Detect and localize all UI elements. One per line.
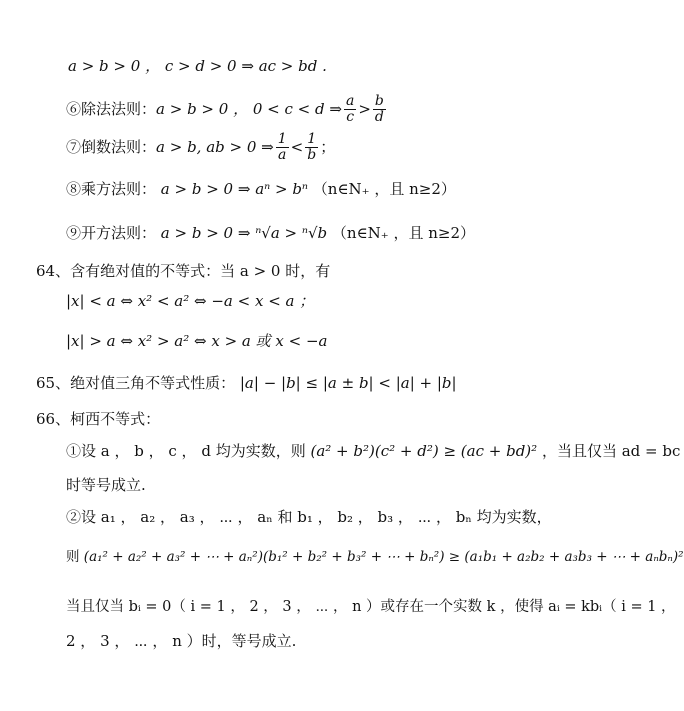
fraction-numerator: a [345,92,355,109]
cauchy-case-2-prefix: 则 [66,549,80,565]
section-65 [36,372,457,394]
root-rule-label: ⑨开方法则： [66,224,157,242]
reciprocal-rule-end: ； [320,138,336,156]
fraction-denominator: d [374,108,384,125]
cauchy-case-2-conclusion: 2 ， 3 ， ⋯ ， n ）时，等号成立. [66,632,297,650]
reciprocal-fraction-left [276,132,289,163]
section-64-case-less: |x| < a ⇔ x² < a² ⇔ −a < x < a ； [66,292,315,310]
power-rule-label: ⑧乘方法则： [66,180,157,198]
section-65-title: 65、绝对值三角不等式性质： [36,374,236,392]
division-fraction-right [373,94,386,125]
section-64-case-greater: |x| > a ⇔ x² > a² ⇔ x > a 或 x < −a [66,332,328,350]
power-rule-expression: a > b > 0 ⇒ aⁿ > bⁿ [160,180,309,198]
cauchy-case-1 [66,440,680,462]
cauchy-case-1-inequality: (a² + b²)(c² + d²) ≥ (ac + bd)² [310,442,538,460]
division-rule: ⑥除法法则： a > b > 0 ， 0 < c < d ⇒ $\frac{a}{c}$ > $\frac{b}{d}$ [66,92,384,125]
cauchy-case-2-inequality-line [66,546,684,568]
fraction-denominator: b [307,146,317,163]
root-rule-expression: a > b > 0 ⇒ ⁿ√a > ⁿ√b [160,224,328,242]
cauchy-case-1-conclusion: 时等号成立. [66,476,146,494]
cauchy-case-2-inequality: (a₁² + a₂² + a₃² + ⋯ + aₙ²)(b₁² + b₂² + b₃² + ⋯ + bₙ²) ≥ (a₁b₁ + a₂b₂ + a₃b₃ + ⋯ + aₙbₙ)² [83,549,684,565]
multiplication-rule-line: a > b > 0 ， c > d > 0 ⇒ ac > bd . [68,57,327,75]
division-rule-condition: a > b > 0 ， 0 < c < d ⇒ [156,100,342,118]
power-rule [66,178,456,200]
fraction-denominator: c [346,108,355,125]
triangle-inequality-expression: |a| − |b| ≤ |a ± b| < |a| + |b| [239,374,457,392]
cauchy-case-1-premise: ①设 a ， b ， c ， d 均为实数，则 [66,442,306,460]
division-fraction-left [344,94,356,125]
fraction-numerator: 1 [307,130,317,147]
fraction-numerator: 1 [277,130,287,147]
cauchy-case-2-condition: 当且仅当 bᵢ = 0（ i = 1 ， 2 ， 3 ， ⋯ ， n ）或存在一个实数 k ，使得 aᵢ = kbᵢ（ i = 1 ， [66,599,676,615]
section-66-title: 66、柯西不等式： [36,410,161,428]
power-rule-condition: （n∈N₊ ，且 n≥2） [312,180,456,198]
division-rule-label: ⑥除法法则： [66,100,157,118]
section-64-title: 64、含有绝对值的不等式：当 a > 0 时，有 [36,262,331,280]
root-rule [66,222,475,244]
reciprocal-rule-label: ⑦倒数法则： [66,138,157,156]
cauchy-case-1-condition: ，当且仅当 ad = bc [541,442,681,460]
reciprocal-rule-condition: a > b, ab > 0 ⇒ [156,138,274,156]
fraction-numerator: b [374,92,384,109]
root-rule-condition: （n∈N₊ ，且 n≥2） [331,224,476,242]
fraction-denominator: a [278,146,287,163]
reciprocal-rule: ⑦倒数法则： a > b, ab > 0 ⇒ $\frac{1}{a}$ < $\frac{1}{b}$ ； [66,130,336,163]
reciprocal-fraction-right [305,132,318,163]
cauchy-case-2-premise: ②设 a₁ ， a₂ ， a₃ ， ⋯ ， aₙ 和 b₁ ， b₂ ， b₃ ， ⋯ ， bₙ 均为实数， [66,508,552,526]
